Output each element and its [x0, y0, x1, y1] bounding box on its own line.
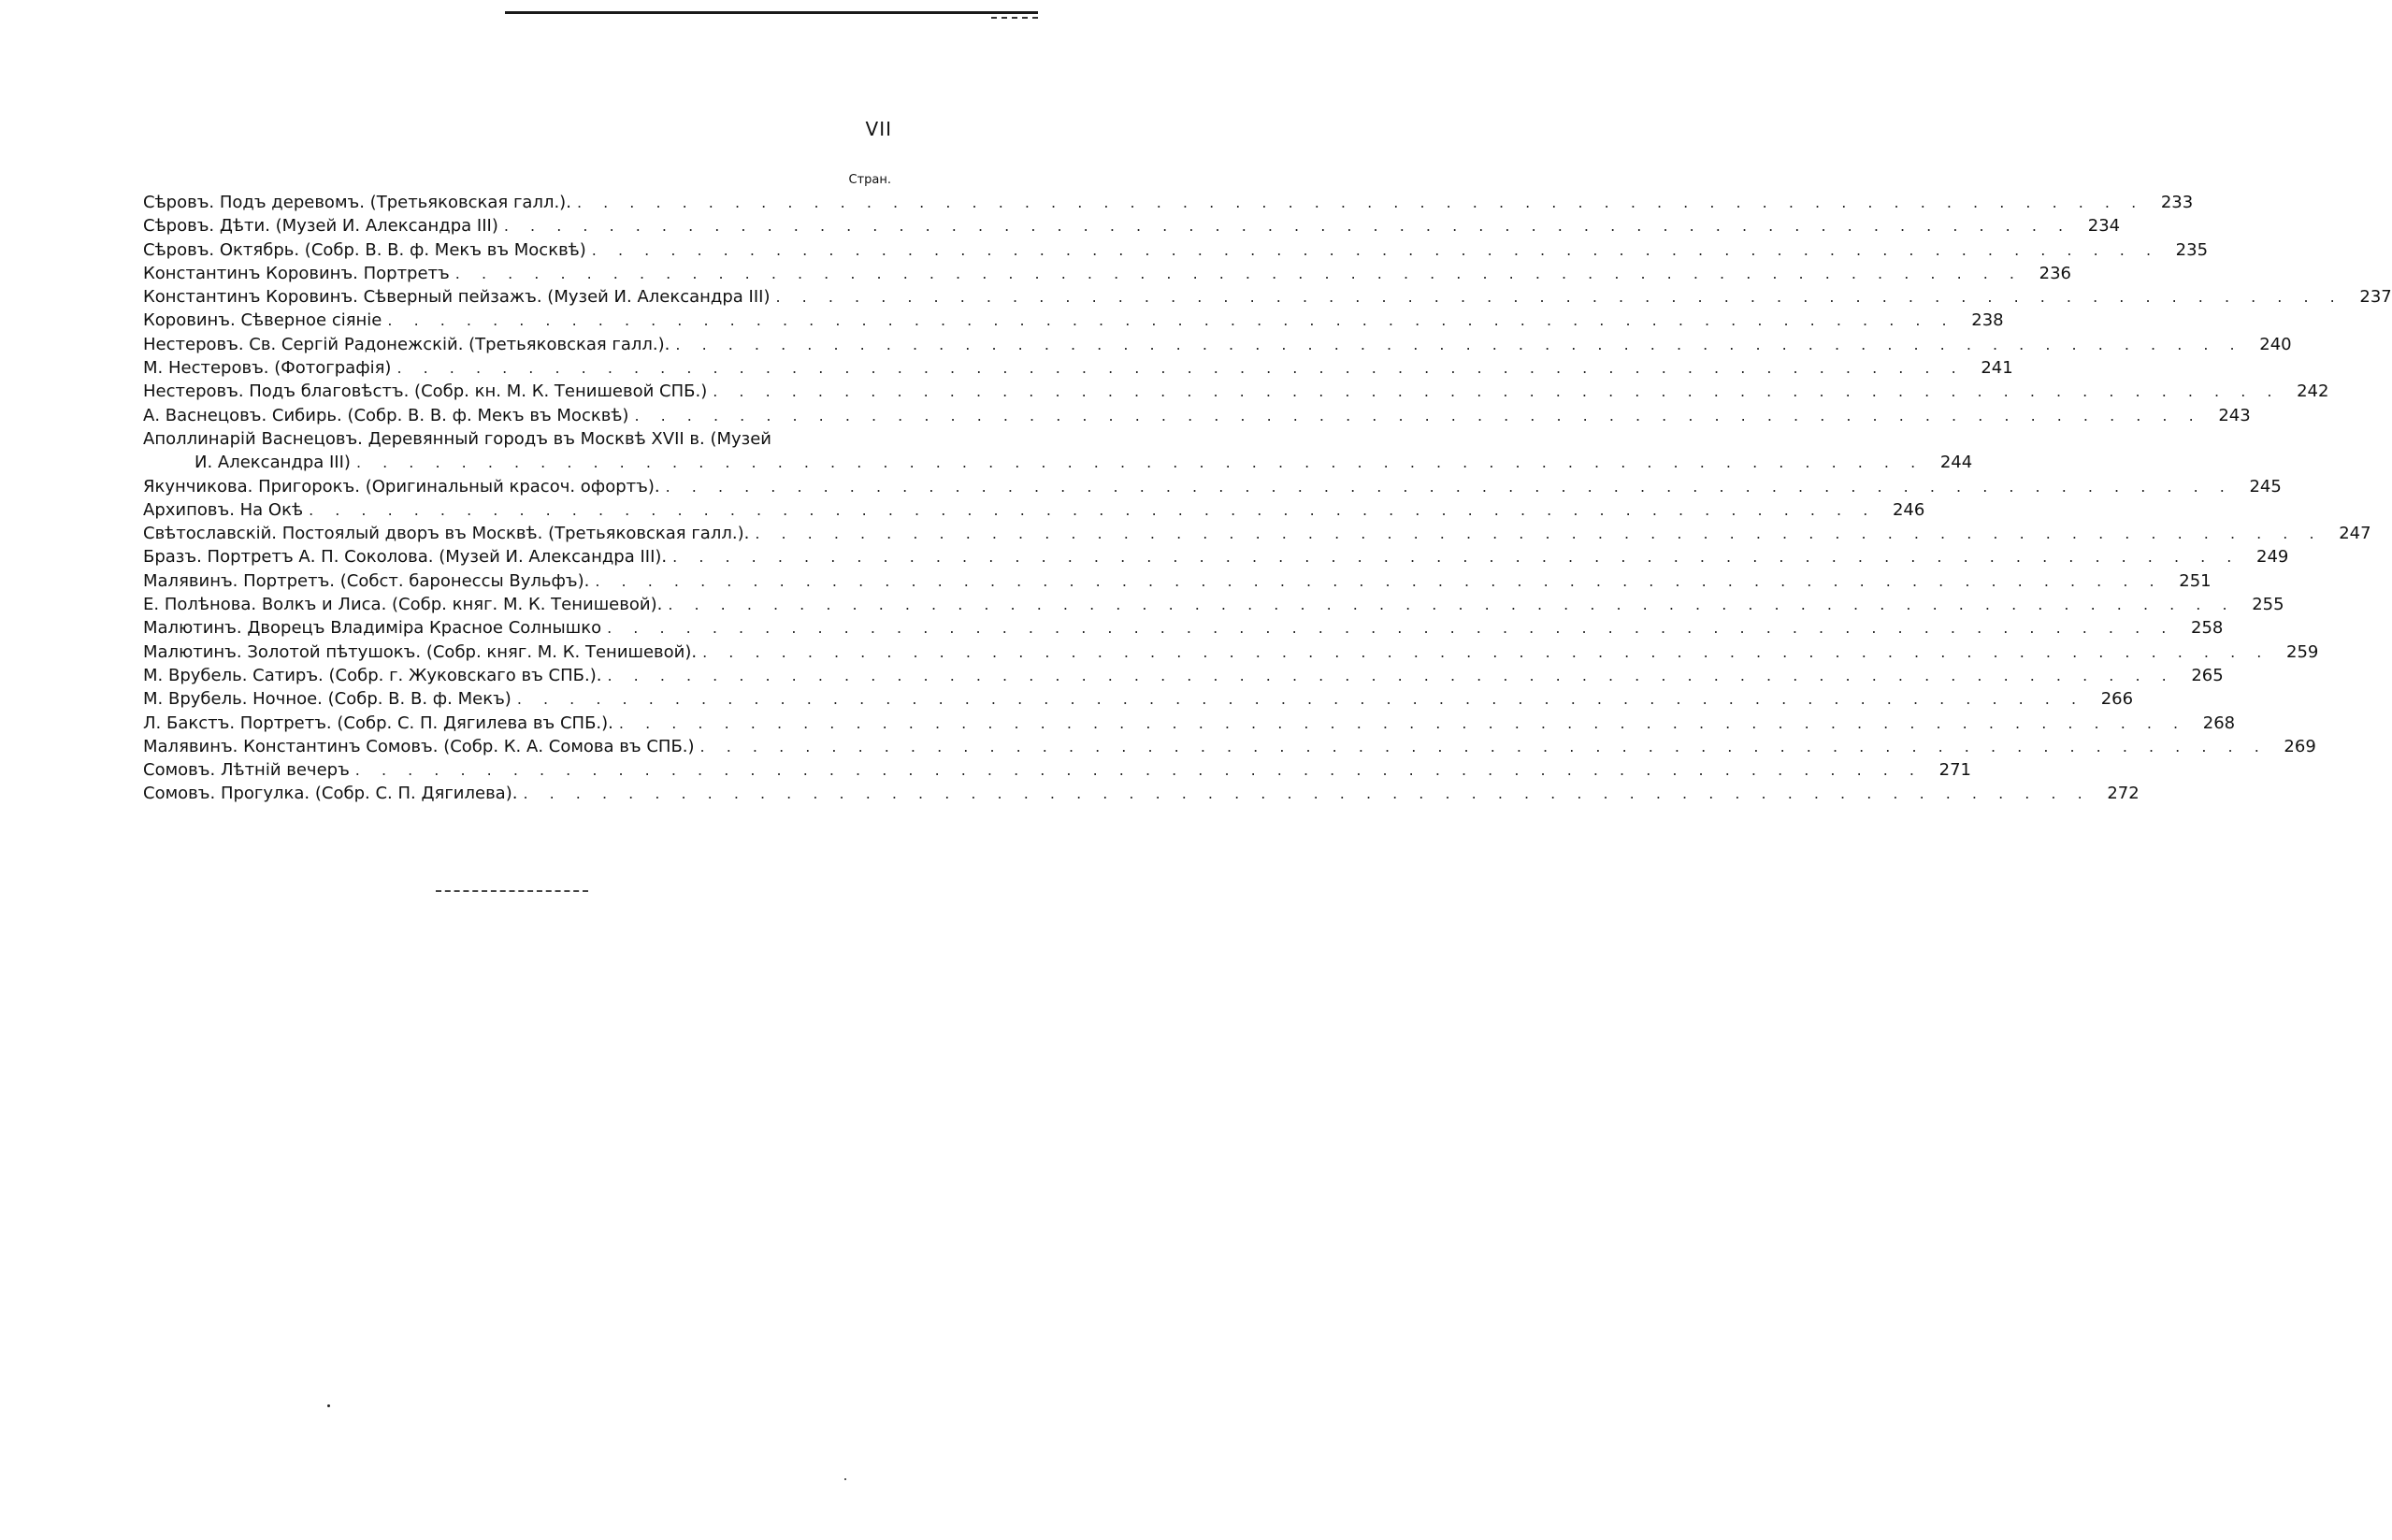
- toc-entry-title: Л. Бакстъ. Портретъ. (Собр. С. П. Дягилева въ СПБ.).: [143, 712, 613, 733]
- toc-entry-page: 234: [2087, 216, 2121, 237]
- dot-leader: . . . . . . . . . . . . . . . . . . . . . . . . . . . . . . . . . . . . . . . . . . . . . . . . . . . . . . . . . . . .: [503, 217, 2072, 236]
- toc-entry: [143, 758, 1972, 782]
- toc-entry-page: 258: [2191, 618, 2224, 639]
- toc-entry-page: 249: [2256, 547, 2289, 568]
- toc-entry-title: Сомовъ. Лѣтній вечеръ: [143, 760, 350, 781]
- toc-entry: [143, 451, 1973, 474]
- dot-leader: . . . . . . . . . . . . . . . . . . . . . . . . . . . . . . . . . . . . . . . . . . . . . . . . . . . . . . . . . . . .: [775, 288, 2343, 307]
- top-rule: [505, 11, 1038, 14]
- toc-entry-page: 243: [2218, 405, 2251, 425]
- dot-leader: . . . . . . . . . . . . . . . . . . . . . . . . . . . . . . . . . . . . . . . . . . . . . . . . . . . . . . . . . . . .: [713, 382, 2281, 401]
- toc-entry-title: Константинъ Коровинъ. Сѣверный пейзажъ. (Музей И. Александра III): [143, 287, 771, 308]
- toc-entry-page: 272: [2107, 784, 2140, 804]
- toc-entries: [143, 191, 2392, 806]
- toc-entry-page: 244: [1939, 453, 1973, 473]
- toc-entry-title: М. Врубель. Ночное. (Собр. В. В. ф. Мекъ): [143, 689, 512, 710]
- dot-leader: . . . . . . . . . . . . . . . . . . . . . . . . . . . . . . . . . . . . . . . . . . . . . . . . . . . . . . . . . . . .: [355, 453, 1924, 472]
- toc-entry-page: 237: [2359, 287, 2392, 308]
- toc-entry: [143, 309, 2004, 332]
- toc-entry-page: 241: [1981, 358, 2013, 379]
- dot-leader: . . . . . . . . . . . . . . . . . . . . . . . . . . . . . . . . . . . . . . . . . . . . . . . . . . . . . . . . . . . .: [699, 737, 2268, 756]
- top-rule-tail: [991, 17, 1038, 19]
- dot-leader: . . . . . . . . . . . . . . . . . . . . . . . . . . . . . . . . . . . . . . . . . . . . . . . . . . . . . . . . . . . .: [454, 264, 2023, 282]
- toc-entry-title: И. Александра III): [195, 453, 351, 473]
- toc-entry: [143, 569, 2212, 593]
- toc-entry: [143, 498, 1925, 522]
- toc-entry: [143, 214, 2121, 237]
- dot-leader: . . . . . . . . . . . . . . . . . . . . . . . . . . . . . . . . . . . . . . . . . . . . . . . . . . . . . . . . . . . .: [595, 571, 2163, 590]
- toc-entry-page: 245: [2249, 476, 2282, 497]
- toc-entry-title: Сѣровъ. Октябрь. (Собр. В. В. ф. Мекъ въ Москвѣ): [143, 239, 586, 260]
- dot-leader: . . . . . . . . . . . . . . . . . . . . . . . . . . . . . . . . . . . . . . . . . . . . . . . . . . . . . . . . . . . .: [675, 335, 2243, 353]
- toc-entry: [143, 593, 2284, 616]
- toc-entry-title: Малютинъ. Золотой пѣтушокъ. (Собр. княг. М. К. Тенишевой).: [143, 641, 698, 662]
- dot-leader: . . . . . . . . . . . . . . . . . . . . . . . . . . . . . . . . . . . . . . . . . . . . . . . . . . . . . . . . . . . .: [634, 406, 2202, 425]
- dot-leader: . . . . . . . . . . . . . . . . . . . . . . . . . . . . . . . . . . . . . . . . . . . . . . . . . . . . . . . . . . . .: [516, 690, 2085, 709]
- toc-entry-page: 235: [2175, 239, 2209, 260]
- toc-entry-title: Е. Полѣнова. Волкъ и Лиса. (Собр. княг. М. К. Тенишевой).: [143, 595, 663, 615]
- toc-entry: [143, 262, 2071, 285]
- toc-entry: [143, 616, 2224, 640]
- toc-entry: [143, 475, 2282, 498]
- toc-entry-page: 268: [2202, 712, 2236, 733]
- toc-entry-title: Свѣтославскій. Постоялый дворъ въ Москвѣ. (Третьяковская галл.).: [143, 524, 750, 544]
- toc-entry-page: 251: [2179, 570, 2212, 591]
- dot-leader: . . . . . . . . . . . . . . . . . . . . . . . . . . . . . . . . . . . . . . . . . . . . . . . . . . . . . . . . . . . .: [591, 240, 2160, 259]
- dot-leader: . . . . . . . . . . . . . . . . . . . . . . . . . . . . . . . . . . . . . . . . . . . . . . . . . . . . . . . . . . . .: [576, 194, 2145, 211]
- dot-leader: . . . . . . . . . . . . . . . . . . . . . . . . . . . . . . . . . . . . . . . . . . . . . . . . . . . . . . . . . . . .: [618, 713, 2187, 732]
- toc-entry: [143, 356, 2013, 380]
- toc-entry-title: Нестеровъ. Подъ благовѣстъ. (Собр. кн. М. К. Тенишевой СПБ.): [143, 381, 708, 402]
- toc-entry-title: Бразъ. Портретъ А. П. Соколова. (Музей И. Александра III).: [143, 547, 668, 568]
- toc-entry-title: Якунчикова. Пригорокъ. (Оригинальный красоч. офортъ).: [143, 476, 660, 497]
- toc-entry: [143, 545, 2289, 569]
- closing-rule: [436, 890, 588, 892]
- toc-entry-title: М. Нестеровъ. (Фотографія): [143, 358, 392, 379]
- print-speck: [844, 1478, 846, 1480]
- toc-entry: [143, 404, 2251, 427]
- toc-entry-page: 240: [2259, 334, 2292, 354]
- page-number: VII: [865, 118, 892, 140]
- toc-entry: [143, 285, 2392, 309]
- toc-entry: [143, 712, 2236, 735]
- toc-entry-title: Коровинъ. Сѣверное сіяніе: [143, 310, 382, 331]
- dot-leader: . . . . . . . . . . . . . . . . . . . . . . . . . . . . . . . . . . . . . . . . . . . . . . . . . . . . . . . . . . . .: [396, 359, 1965, 378]
- toc-entry-title: Малютинъ. Дворецъ Владиміра Красное Солнышко: [143, 618, 602, 639]
- toc-entry: [143, 238, 2209, 262]
- dot-leader: . . . . . . . . . . . . . . . . . . . . . . . . . . . . . . . . . . . . . . . . . . . . . . . . . . . . . . . . . . . .: [665, 477, 2233, 496]
- toc-entry-title-line1: Аполлинарій Васнецовъ. Деревянный городъ въ Москвѣ XVII в. (Музей: [143, 428, 772, 449]
- dot-leader: . . . . . . . . . . . . . . . . . . . . . . . . . . . . . . . . . . . . . . . . . . . . . . . . . . . . . . . . . . . .: [755, 525, 2323, 543]
- toc-entry: [143, 782, 2140, 805]
- toc-entry-title: Сѣровъ. Подъ деревомъ. (Третьяковская галл.).: [143, 193, 571, 212]
- dot-leader: . . . . . . . . . . . . . . . . . . . . . . . . . . . . . . . . . . . . . . . . . . . . . . . . . . . . . . . . . . . .: [523, 784, 2091, 803]
- toc-entry: [143, 380, 2329, 403]
- toc-entry: [143, 687, 2134, 711]
- toc-entry: [143, 735, 2316, 758]
- toc-entry-title: Сѣровъ. Дѣти. (Музей И. Александра III): [143, 216, 498, 237]
- toc-entry-page: 247: [2339, 524, 2371, 544]
- dot-leader: . . . . . . . . . . . . . . . . . . . . . . . . . . . . . . . . . . . . . . . . . . . . . . . . . . . . . . . . . . . .: [309, 500, 1877, 519]
- toc-entry-page: 236: [2039, 263, 2071, 283]
- toc-entry: [143, 640, 2319, 664]
- toc-entry: [143, 664, 2224, 687]
- toc-entry-page: 242: [2297, 381, 2329, 402]
- toc-entry-page: 271: [1938, 760, 1972, 781]
- dot-leader: . . . . . . . . . . . . . . . . . . . . . . . . . . . . . . . . . . . . . . . . . . . . . . . . . . . . . . . . . . . .: [607, 619, 2175, 638]
- toc-entry-title: Константинъ Коровинъ. Портретъ: [143, 263, 450, 283]
- toc-entry: [143, 333, 2292, 356]
- toc-entry-title: Малявинъ. Портретъ. (Собст. баронессы Вульфъ).: [143, 570, 590, 591]
- toc-entry-title: Сомовъ. Прогулка. (Собр. С. П. Дягилева).: [143, 784, 518, 804]
- toc-entry-title: Нестеровъ. Св. Сергій Радонежскій. (Третьяковская галл.).: [143, 334, 670, 354]
- toc-entry-page: 233: [2160, 193, 2194, 212]
- toc-entry: [143, 191, 2194, 214]
- toc-entry-title: Архиповъ. На Окѣ: [143, 499, 304, 520]
- table-of-contents: [143, 173, 2392, 806]
- dot-leader: . . . . . . . . . . . . . . . . . . . . . . . . . . . . . . . . . . . . . . . . . . . . . . . . . . . . . . . . . . . .: [354, 761, 1924, 780]
- toc-entry: [143, 522, 2371, 545]
- toc-entry-page: 255: [2252, 595, 2284, 615]
- toc-entry-page: 259: [2286, 641, 2319, 662]
- print-speck: [327, 1404, 330, 1407]
- dot-leader: . . . . . . . . . . . . . . . . . . . . . . . . . . . . . . . . . . . . . . . . . . . . . . . . . . . . . . . . . . . .: [607, 666, 2175, 684]
- toc-entry-page: 246: [1892, 499, 1925, 520]
- toc-entry-title: Малявинъ. Константинъ Сомовъ. (Собр. К. А. Сомова въ СПБ.): [143, 736, 695, 756]
- dot-leader: . . . . . . . . . . . . . . . . . . . . . . . . . . . . . . . . . . . . . . . . . . . . . . . . . . . . . . . . . . . .: [672, 548, 2241, 567]
- toc-entry-page: 266: [2100, 689, 2134, 710]
- dot-leader: . . . . . . . . . . . . . . . . . . . . . . . . . . . . . . . . . . . . . . . . . . . . . . . . . . . . . . . . . . . .: [702, 642, 2270, 661]
- toc-entry-title: М. Врубель. Сатиръ. (Собр. г. Жуковскаго въ СПБ.).: [143, 665, 602, 685]
- toc-entry-page: 269: [2284, 736, 2316, 756]
- toc-entry-page: 265: [2191, 665, 2224, 685]
- toc-entry-page: 238: [1971, 310, 2004, 331]
- toc-entry-title: А. Васнецовъ. Сибирь. (Собр. В. В. ф. Мекъ въ Москвѣ): [143, 405, 629, 425]
- dot-leader: . . . . . . . . . . . . . . . . . . . . . . . . . . . . . . . . . . . . . . . . . . . . . . . . . . . . . . . . . . . .: [668, 596, 2236, 614]
- dot-leader: . . . . . . . . . . . . . . . . . . . . . . . . . . . . . . . . . . . . . . . . . . . . . . . . . . . . . . . . . . . .: [387, 311, 1955, 330]
- page-column-header: Стран.: [848, 173, 891, 187]
